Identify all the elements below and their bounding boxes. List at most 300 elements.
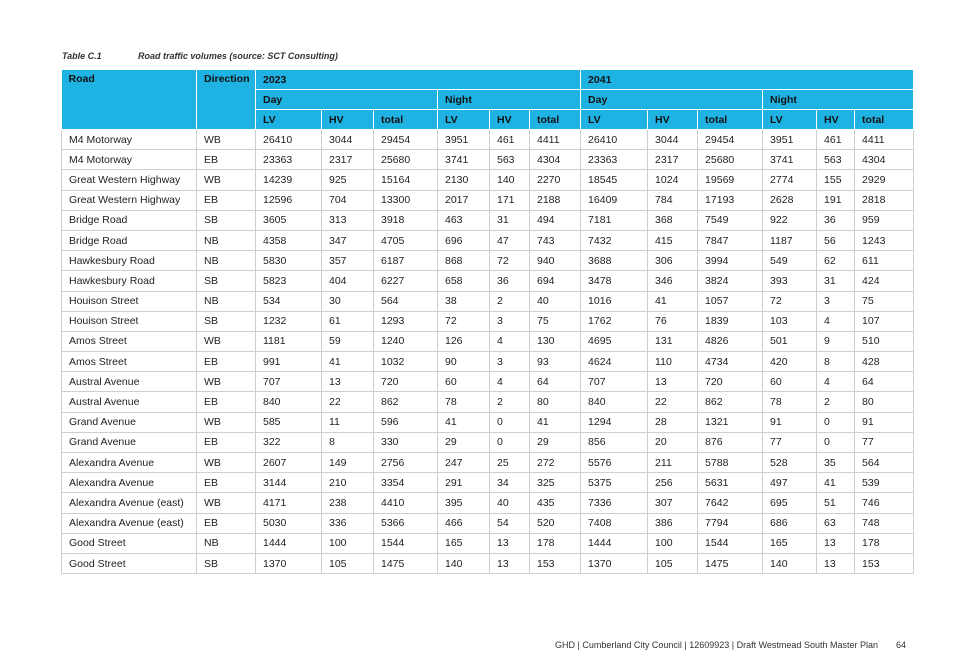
cell-lv-2023-day: 1444: [256, 533, 322, 553]
cell-road: Alexandra Avenue (east): [62, 513, 197, 533]
cell-hv-2023-night: 171: [490, 190, 530, 210]
cell-hv-2041-day: 256: [648, 473, 698, 493]
cell-total-2041-day: 7549: [698, 210, 763, 230]
cell-direction: EB: [197, 473, 256, 493]
cell-total-2023-night: 80: [530, 392, 581, 412]
cell-hv-2023-night: 4: [490, 331, 530, 351]
cell-hv-2023-day: 41: [322, 352, 374, 372]
table-row: [62, 210, 914, 230]
cell-total-2041-day: 1321: [698, 412, 763, 432]
cell-total-2041-night: 564: [855, 453, 914, 473]
cell-hv-2023-night: 72: [490, 251, 530, 271]
cell-lv-2041-night: 60: [763, 372, 817, 392]
cell-hv-2023-night: 4: [490, 372, 530, 392]
table-row: [62, 352, 914, 372]
cell-direction: WB: [197, 412, 256, 432]
cell-road: M4 Motorway: [62, 150, 197, 170]
cell-hv-2023-night: 25: [490, 453, 530, 473]
header-lv: LV: [581, 110, 648, 130]
cell-total-2023-night: 2188: [530, 190, 581, 210]
cell-lv-2041-night: 2774: [763, 170, 817, 190]
cell-lv-2023-day: 26410: [256, 130, 322, 150]
cell-total-2023-day: 4705: [374, 230, 438, 250]
header-hv: HV: [490, 110, 530, 130]
cell-hv-2041-night: 9: [817, 331, 855, 351]
cell-direction: SB: [197, 271, 256, 291]
cell-total-2023-night: 75: [530, 311, 581, 331]
cell-hv-2023-night: 13: [490, 553, 530, 573]
cell-lv-2023-day: 1181: [256, 331, 322, 351]
cell-total-2041-night: 77: [855, 432, 914, 452]
cell-hv-2041-night: 0: [817, 412, 855, 432]
cell-total-2041-night: 748: [855, 513, 914, 533]
cell-road: Hawkesbury Road: [62, 271, 197, 291]
cell-road: Grand Avenue: [62, 412, 197, 432]
cell-hv-2041-day: 20: [648, 432, 698, 452]
cell-road: Good Street: [62, 553, 197, 573]
table-caption: [62, 51, 338, 61]
cell-total-2041-night: 2818: [855, 190, 914, 210]
cell-lv-2041-day: 7408: [581, 513, 648, 533]
cell-total-2041-day: 876: [698, 432, 763, 452]
table-body: [62, 130, 914, 574]
cell-total-2023-day: 1475: [374, 553, 438, 573]
cell-lv-2023-day: 4171: [256, 493, 322, 513]
cell-total-2023-night: 435: [530, 493, 581, 513]
cell-hv-2041-night: 461: [817, 130, 855, 150]
cell-hv-2041-day: 110: [648, 352, 698, 372]
cell-lv-2023-day: 1370: [256, 553, 322, 573]
cell-hv-2023-day: 347: [322, 230, 374, 250]
cell-hv-2023-day: 404: [322, 271, 374, 291]
cell-total-2023-day: 330: [374, 432, 438, 452]
cell-road: Bridge Road: [62, 230, 197, 250]
cell-hv-2041-day: 22: [648, 392, 698, 412]
cell-lv-2041-night: 528: [763, 453, 817, 473]
cell-lv-2041-day: 4695: [581, 331, 648, 351]
cell-lv-2023-night: 38: [438, 291, 490, 311]
cell-hv-2041-day: 346: [648, 271, 698, 291]
header-direction: Direction: [197, 70, 256, 130]
cell-direction: WB: [197, 170, 256, 190]
cell-lv-2023-day: 5030: [256, 513, 322, 533]
header-total: total: [855, 110, 914, 130]
cell-hv-2023-night: 2: [490, 291, 530, 311]
cell-hv-2041-night: 2: [817, 392, 855, 412]
header-total: total: [374, 110, 438, 130]
table-row: [62, 291, 914, 311]
cell-total-2041-day: 1057: [698, 291, 763, 311]
table-row: [62, 473, 914, 493]
cell-total-2023-day: 596: [374, 412, 438, 432]
cell-lv-2023-night: 868: [438, 251, 490, 271]
cell-hv-2041-night: 31: [817, 271, 855, 291]
cell-total-2041-night: 178: [855, 533, 914, 553]
table-row: [62, 493, 914, 513]
cell-direction: WB: [197, 453, 256, 473]
header-2023-day: Day: [256, 90, 438, 110]
cell-total-2023-night: 40: [530, 291, 581, 311]
cell-hv-2041-night: 13: [817, 553, 855, 573]
cell-total-2041-night: 424: [855, 271, 914, 291]
cell-lv-2023-day: 5830: [256, 251, 322, 271]
cell-lv-2041-night: 140: [763, 553, 817, 573]
cell-total-2041-night: 746: [855, 493, 914, 513]
cell-total-2041-night: 4411: [855, 130, 914, 150]
cell-total-2041-day: 5788: [698, 453, 763, 473]
cell-lv-2023-day: 840: [256, 392, 322, 412]
cell-hv-2041-day: 2317: [648, 150, 698, 170]
cell-lv-2041-night: 2628: [763, 190, 817, 210]
cell-total-2041-night: 2929: [855, 170, 914, 190]
cell-hv-2023-day: 105: [322, 553, 374, 573]
cell-hv-2023-day: 11: [322, 412, 374, 432]
cell-hv-2023-night: 0: [490, 412, 530, 432]
cell-lv-2041-day: 5375: [581, 473, 648, 493]
table-row: [62, 130, 914, 150]
cell-lv-2041-night: 3951: [763, 130, 817, 150]
cell-lv-2041-night: 497: [763, 473, 817, 493]
cell-total-2041-night: 75: [855, 291, 914, 311]
cell-hv-2023-night: 31: [490, 210, 530, 230]
cell-lv-2041-day: 3688: [581, 251, 648, 271]
cell-direction: SB: [197, 311, 256, 331]
cell-total-2041-day: 1544: [698, 533, 763, 553]
cell-hv-2041-night: 563: [817, 150, 855, 170]
header-lv: LV: [438, 110, 490, 130]
cell-hv-2023-night: 36: [490, 271, 530, 291]
cell-direction: WB: [197, 331, 256, 351]
cell-lv-2023-night: 696: [438, 230, 490, 250]
cell-lv-2023-night: 3741: [438, 150, 490, 170]
cell-lv-2023-night: 291: [438, 473, 490, 493]
cell-total-2041-day: 1839: [698, 311, 763, 331]
cell-lv-2041-day: 4624: [581, 352, 648, 372]
table-row: [62, 553, 914, 573]
cell-lv-2041-night: 501: [763, 331, 817, 351]
table-row: [62, 533, 914, 553]
header-2041-day: Day: [581, 90, 763, 110]
cell-total-2041-night: 611: [855, 251, 914, 271]
cell-total-2041-night: 959: [855, 210, 914, 230]
cell-lv-2041-night: 78: [763, 392, 817, 412]
cell-direction: EB: [197, 392, 256, 412]
header-hv: HV: [648, 110, 698, 130]
cell-lv-2041-day: 16409: [581, 190, 648, 210]
cell-hv-2041-night: 8: [817, 352, 855, 372]
cell-total-2023-day: 25680: [374, 150, 438, 170]
cell-total-2041-night: 64: [855, 372, 914, 392]
cell-total-2023-day: 2756: [374, 453, 438, 473]
cell-total-2023-night: 93: [530, 352, 581, 372]
cell-total-2023-night: 494: [530, 210, 581, 230]
cell-hv-2041-day: 28: [648, 412, 698, 432]
cell-hv-2041-night: 4: [817, 372, 855, 392]
cell-total-2023-day: 13300: [374, 190, 438, 210]
cell-lv-2023-day: 534: [256, 291, 322, 311]
cell-lv-2023-night: 658: [438, 271, 490, 291]
cell-lv-2023-night: 2017: [438, 190, 490, 210]
cell-total-2023-night: 41: [530, 412, 581, 432]
cell-lv-2023-day: 3605: [256, 210, 322, 230]
cell-total-2041-day: 1475: [698, 553, 763, 573]
cell-lv-2041-day: 23363: [581, 150, 648, 170]
cell-lv-2041-night: 393: [763, 271, 817, 291]
cell-lv-2041-night: 1187: [763, 230, 817, 250]
cell-hv-2041-day: 306: [648, 251, 698, 271]
cell-road: Amos Street: [62, 331, 197, 351]
cell-hv-2023-day: 357: [322, 251, 374, 271]
cell-total-2041-night: 510: [855, 331, 914, 351]
header-total: total: [698, 110, 763, 130]
table-row: [62, 412, 914, 432]
cell-hv-2023-night: 34: [490, 473, 530, 493]
cell-lv-2023-day: 23363: [256, 150, 322, 170]
cell-hv-2041-day: 41: [648, 291, 698, 311]
cell-hv-2023-day: 925: [322, 170, 374, 190]
cell-direction: EB: [197, 513, 256, 533]
cell-hv-2023-day: 8: [322, 432, 374, 452]
cell-hv-2023-night: 461: [490, 130, 530, 150]
cell-hv-2041-day: 100: [648, 533, 698, 553]
header-road: Road: [62, 70, 197, 130]
cell-direction: NB: [197, 230, 256, 250]
cell-road: Alexandra Avenue (east): [62, 493, 197, 513]
cell-hv-2041-night: 155: [817, 170, 855, 190]
cell-total-2023-day: 3918: [374, 210, 438, 230]
page-footer: [555, 640, 906, 650]
cell-lv-2023-day: 5823: [256, 271, 322, 291]
cell-total-2041-day: 4826: [698, 331, 763, 351]
cell-total-2023-day: 15164: [374, 170, 438, 190]
cell-total-2023-day: 4410: [374, 493, 438, 513]
cell-road: Great Western Highway: [62, 190, 197, 210]
cell-hv-2041-day: 131: [648, 331, 698, 351]
cell-hv-2041-night: 51: [817, 493, 855, 513]
header-hv: HV: [817, 110, 855, 130]
cell-direction: EB: [197, 190, 256, 210]
cell-hv-2041-day: 76: [648, 311, 698, 331]
cell-road: Amos Street: [62, 352, 197, 372]
cell-hv-2041-day: 3044: [648, 130, 698, 150]
cell-lv-2041-day: 7336: [581, 493, 648, 513]
cell-lv-2041-night: 165: [763, 533, 817, 553]
cell-lv-2023-night: 165: [438, 533, 490, 553]
cell-total-2023-night: 64: [530, 372, 581, 392]
cell-total-2023-night: 4411: [530, 130, 581, 150]
cell-total-2041-day: 29454: [698, 130, 763, 150]
cell-lv-2023-night: 72: [438, 311, 490, 331]
cell-total-2023-night: 130: [530, 331, 581, 351]
cell-total-2023-night: 743: [530, 230, 581, 250]
cell-total-2041-night: 4304: [855, 150, 914, 170]
cell-total-2041-night: 153: [855, 553, 914, 573]
header-lv: LV: [763, 110, 817, 130]
cell-hv-2041-day: 415: [648, 230, 698, 250]
table-row: [62, 170, 914, 190]
cell-road: M4 Motorway: [62, 130, 197, 150]
page-number: 64: [895, 640, 906, 650]
cell-total-2023-day: 720: [374, 372, 438, 392]
cell-total-2041-day: 17193: [698, 190, 763, 210]
cell-direction: SB: [197, 210, 256, 230]
cell-hv-2041-night: 36: [817, 210, 855, 230]
header-year-2023: 2023: [256, 70, 581, 90]
cell-lv-2023-night: 463: [438, 210, 490, 230]
cell-lv-2023-day: 707: [256, 372, 322, 392]
cell-hv-2023-night: 54: [490, 513, 530, 533]
cell-total-2041-night: 539: [855, 473, 914, 493]
cell-lv-2023-day: 14239: [256, 170, 322, 190]
cell-road: Austral Avenue: [62, 392, 197, 412]
cell-direction: NB: [197, 291, 256, 311]
cell-hv-2041-day: 386: [648, 513, 698, 533]
table-row: [62, 311, 914, 331]
cell-lv-2023-night: 90: [438, 352, 490, 372]
cell-hv-2023-day: 704: [322, 190, 374, 210]
header-hv: HV: [322, 110, 374, 130]
cell-hv-2041-day: 368: [648, 210, 698, 230]
cell-hv-2023-day: 149: [322, 453, 374, 473]
table-row: [62, 271, 914, 291]
cell-lv-2023-night: 395: [438, 493, 490, 513]
table-row: [62, 392, 914, 412]
cell-total-2041-day: 720: [698, 372, 763, 392]
table-row: [62, 513, 914, 533]
cell-lv-2023-day: 2607: [256, 453, 322, 473]
cell-total-2041-day: 7642: [698, 493, 763, 513]
cell-lv-2041-night: 3741: [763, 150, 817, 170]
cell-total-2023-day: 1240: [374, 331, 438, 351]
table-row: [62, 432, 914, 452]
cell-lv-2041-day: 840: [581, 392, 648, 412]
cell-direction: WB: [197, 493, 256, 513]
cell-total-2041-day: 4734: [698, 352, 763, 372]
cell-lv-2023-night: 466: [438, 513, 490, 533]
header-2041-night: Night: [763, 90, 914, 110]
cell-total-2023-day: 1544: [374, 533, 438, 553]
cell-lv-2023-night: 60: [438, 372, 490, 392]
cell-hv-2023-day: 61: [322, 311, 374, 331]
cell-total-2023-night: 272: [530, 453, 581, 473]
cell-lv-2023-day: 12596: [256, 190, 322, 210]
cell-total-2023-day: 6187: [374, 251, 438, 271]
cell-lv-2041-day: 5576: [581, 453, 648, 473]
cell-hv-2041-night: 0: [817, 432, 855, 452]
cell-lv-2023-night: 29: [438, 432, 490, 452]
cell-hv-2023-day: 100: [322, 533, 374, 553]
cell-hv-2041-night: 35: [817, 453, 855, 473]
cell-total-2023-night: 325: [530, 473, 581, 493]
cell-lv-2041-day: 7181: [581, 210, 648, 230]
cell-lv-2023-day: 4358: [256, 230, 322, 250]
cell-total-2041-night: 80: [855, 392, 914, 412]
cell-direction: WB: [197, 130, 256, 150]
cell-total-2041-day: 7847: [698, 230, 763, 250]
cell-hv-2041-night: 62: [817, 251, 855, 271]
cell-hv-2023-night: 40: [490, 493, 530, 513]
cell-lv-2023-day: 3144: [256, 473, 322, 493]
cell-road: Grand Avenue: [62, 432, 197, 452]
cell-lv-2023-night: 140: [438, 553, 490, 573]
cell-hv-2023-day: 2317: [322, 150, 374, 170]
cell-lv-2041-day: 1294: [581, 412, 648, 432]
cell-hv-2041-day: 105: [648, 553, 698, 573]
cell-hv-2041-day: 13: [648, 372, 698, 392]
cell-lv-2041-day: 3478: [581, 271, 648, 291]
cell-direction: WB: [197, 372, 256, 392]
cell-total-2023-night: 694: [530, 271, 581, 291]
cell-hv-2023-night: 2: [490, 392, 530, 412]
cell-direction: EB: [197, 432, 256, 452]
cell-lv-2041-night: 91: [763, 412, 817, 432]
cell-total-2041-day: 3994: [698, 251, 763, 271]
cell-total-2041-night: 428: [855, 352, 914, 372]
cell-road: Alexandra Avenue: [62, 453, 197, 473]
cell-total-2023-night: 153: [530, 553, 581, 573]
cell-total-2023-night: 940: [530, 251, 581, 271]
cell-hv-2041-night: 13: [817, 533, 855, 553]
cell-total-2023-night: 520: [530, 513, 581, 533]
cell-total-2023-day: 6227: [374, 271, 438, 291]
cell-direction: NB: [197, 251, 256, 271]
cell-lv-2041-day: 7432: [581, 230, 648, 250]
cell-hv-2023-day: 238: [322, 493, 374, 513]
cell-lv-2041-night: 922: [763, 210, 817, 230]
cell-total-2041-day: 862: [698, 392, 763, 412]
cell-hv-2023-day: 13: [322, 372, 374, 392]
cell-hv-2023-night: 47: [490, 230, 530, 250]
cell-total-2041-day: 7794: [698, 513, 763, 533]
cell-road: Great Western Highway: [62, 170, 197, 190]
cell-total-2023-day: 1032: [374, 352, 438, 372]
cell-total-2023-night: 29: [530, 432, 581, 452]
cell-hv-2023-day: 313: [322, 210, 374, 230]
cell-total-2041-day: 19569: [698, 170, 763, 190]
cell-hv-2023-night: 13: [490, 533, 530, 553]
cell-total-2023-day: 862: [374, 392, 438, 412]
cell-total-2023-night: 4304: [530, 150, 581, 170]
cell-total-2041-night: 107: [855, 311, 914, 331]
cell-hv-2023-night: 3: [490, 352, 530, 372]
cell-hv-2023-day: 30: [322, 291, 374, 311]
footer-text: GHD | Cumberland City Council | 12609923 | Draft Westmead South Master Plan: [554, 640, 878, 650]
cell-total-2041-night: 91: [855, 412, 914, 432]
cell-hv-2041-night: 56: [817, 230, 855, 250]
cell-hv-2041-day: 784: [648, 190, 698, 210]
cell-lv-2023-day: 322: [256, 432, 322, 452]
header-2023-night: Night: [438, 90, 581, 110]
cell-direction: EB: [197, 150, 256, 170]
cell-lv-2023-night: 247: [438, 453, 490, 473]
cell-total-2023-day: 564: [374, 291, 438, 311]
cell-road: Austral Avenue: [62, 372, 197, 392]
table-row: [62, 331, 914, 351]
table-row: [62, 251, 914, 271]
table-row: [62, 190, 914, 210]
cell-lv-2041-night: 695: [763, 493, 817, 513]
cell-total-2023-day: 5366: [374, 513, 438, 533]
cell-lv-2041-night: 420: [763, 352, 817, 372]
cell-road: Alexandra Avenue: [62, 473, 197, 493]
cell-lv-2023-night: 2130: [438, 170, 490, 190]
cell-hv-2041-night: 63: [817, 513, 855, 533]
header-year-2041: 2041: [581, 70, 914, 90]
cell-lv-2041-day: 26410: [581, 130, 648, 150]
cell-lv-2041-day: 1016: [581, 291, 648, 311]
cell-hv-2041-night: 41: [817, 473, 855, 493]
cell-total-2041-day: 25680: [698, 150, 763, 170]
